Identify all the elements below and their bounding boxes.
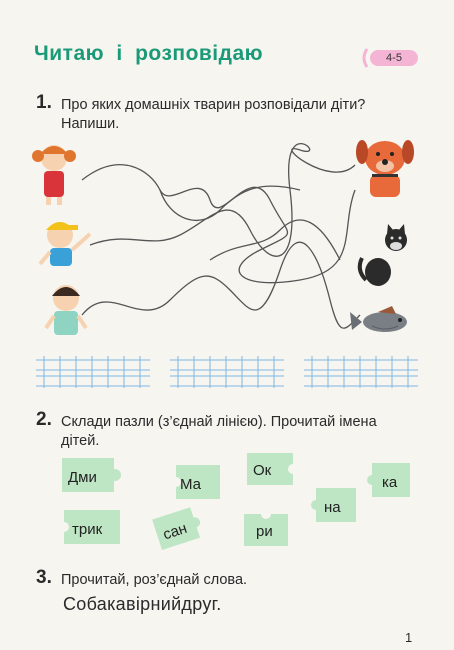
task-1-line-1: Про яких домашніх тварин розповідали діти? (61, 97, 366, 113)
puzzle-piece-ka[interactable] (364, 461, 414, 499)
cat-icon (360, 224, 407, 286)
puzzle-label-san: сан (160, 519, 190, 544)
dog-icon (356, 140, 414, 197)
page-title: Читаю і розповідаю (34, 42, 264, 65)
task-3-number: 3. (36, 567, 52, 588)
page-number: 1 (405, 630, 413, 645)
task-2-line-1: Склади пазли (з’єднай лінією). Прочитай імена (61, 414, 377, 430)
fish-icon (350, 306, 407, 332)
task-1-line-2: Напиши. (61, 116, 120, 132)
task-2-line-2: дітей. (61, 433, 100, 449)
puzzle-label-dmy: Дми (68, 469, 97, 486)
writing-grid-1[interactable] (36, 356, 150, 388)
puzzle-piece-san[interactable] (150, 506, 206, 550)
writing-grid-3[interactable] (304, 356, 418, 388)
matching-illustration (0, 130, 454, 345)
puzzle-label-ka: ка (382, 474, 398, 491)
girl-2-icon (46, 285, 86, 335)
puzzle-piece-tryk[interactable] (62, 508, 124, 546)
puzzle-label-ma: Ма (180, 476, 202, 493)
boy-icon (40, 222, 90, 266)
badge-swoosh-icon (360, 48, 368, 68)
task-3-text: Прочитай, роз’єднай слова. (61, 572, 248, 588)
puzzle-piece-ma[interactable] (170, 463, 226, 501)
puzzle-piece-ok[interactable] (245, 451, 301, 487)
tangled-lines (82, 144, 360, 329)
puzzle-label-ok: Ок (253, 462, 272, 479)
puzzle-label-tryk: трик (72, 521, 103, 538)
task-2-number: 2. (36, 409, 52, 430)
puzzle-piece-dmy[interactable] (60, 456, 124, 496)
puzzle-piece-ry[interactable] (242, 512, 294, 548)
puzzle-label-na: на (324, 499, 341, 516)
puzzle-piece-na[interactable] (308, 486, 360, 524)
writing-grid-2[interactable] (170, 356, 284, 388)
task-1-number: 1. (36, 92, 52, 113)
lesson-badge: 4-5 (370, 50, 418, 66)
merged-words: Собакавірнийдруг. (63, 594, 222, 614)
puzzle-label-ry: ри (256, 523, 273, 540)
girl-1-icon (32, 145, 76, 205)
